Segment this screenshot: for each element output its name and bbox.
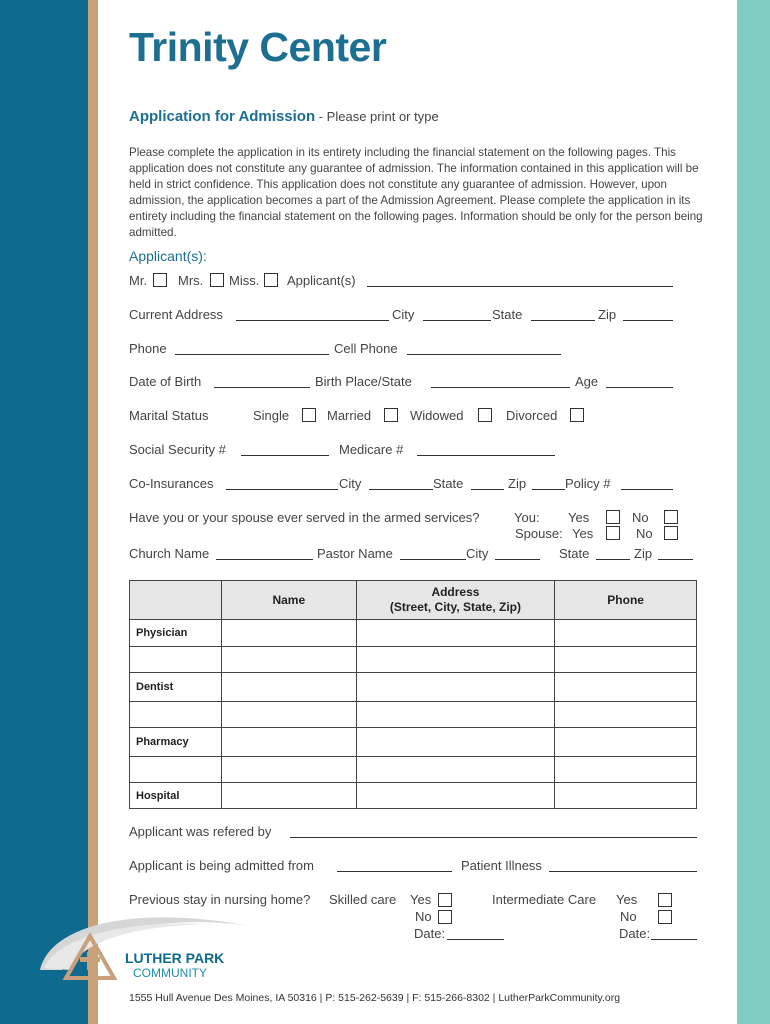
- co-insurance-field[interactable]: [226, 489, 338, 490]
- church-name-field[interactable]: [216, 559, 313, 560]
- table-row: [130, 647, 697, 673]
- cell-phone[interactable]: [555, 757, 697, 783]
- left-blue-band: [0, 0, 88, 1024]
- table-row: [130, 702, 697, 728]
- checkbox-you-no[interactable]: [664, 510, 678, 524]
- row-church: [129, 546, 695, 564]
- row-label-physician: Physician: [130, 620, 222, 647]
- row-label-blank-2: [130, 702, 222, 728]
- row-ssn: [129, 442, 689, 460]
- page-title: Trinity Center: [129, 24, 387, 70]
- cell-dentist-name[interactable]: [221, 673, 356, 702]
- table-header-row: [130, 581, 697, 620]
- row-label-hospital: Hospital: [130, 783, 222, 809]
- label-skilled-care: Skilled care: [329, 892, 397, 907]
- row-label-pharmacy: Pharmacy: [130, 728, 222, 757]
- cell-hospital-address[interactable]: [356, 783, 555, 809]
- label-intermediate-date: Date:: [619, 926, 651, 941]
- row-salutation: [129, 273, 689, 291]
- cell-hospital-name[interactable]: [221, 783, 356, 809]
- church-zip-field[interactable]: [658, 559, 693, 560]
- church-state-field[interactable]: [596, 559, 630, 560]
- row-armed-services: [129, 510, 689, 546]
- cell-name[interactable]: [221, 757, 356, 783]
- footer-contact: 1555 Hull Avenue Des Moines, IA 50316 | P: 515-262-5639 | F: 515-266-8302 | LutherParkCommunity.org: [129, 992, 621, 1004]
- label-church-state: State: [559, 546, 590, 561]
- right-teal-band: [737, 0, 770, 1024]
- checkbox-spouse-no[interactable]: [664, 526, 678, 540]
- cell-phone[interactable]: [555, 647, 697, 673]
- table-row: [130, 620, 697, 647]
- header-address-line1: Address: [431, 585, 480, 599]
- age-field[interactable]: [606, 387, 673, 388]
- subtitle-note: - Please print or type: [315, 109, 439, 124]
- label-cell-phone: Cell Phone: [334, 341, 398, 356]
- cell-physician-address[interactable]: [356, 620, 555, 647]
- label-patient-illness: Patient Illness: [461, 858, 542, 873]
- cell-physician-phone[interactable]: [555, 620, 697, 647]
- admitted-from-field[interactable]: [337, 871, 452, 872]
- label-pastor-name: Pastor Name: [317, 546, 393, 561]
- label-church-city: City: [466, 546, 489, 561]
- row-admitted-from: [129, 858, 699, 876]
- table-row: [130, 783, 697, 809]
- label-you-yes: Yes: [568, 510, 590, 525]
- skilled-date-field[interactable]: [447, 939, 504, 940]
- cell-physician-name[interactable]: [221, 620, 356, 647]
- luther-park-logo: [40, 908, 280, 988]
- row-co-insurance: [129, 476, 689, 494]
- label-referred-by: Applicant was refered by: [129, 824, 272, 839]
- label-city: City: [392, 307, 415, 322]
- label-marital-status: Marital Status: [129, 408, 209, 423]
- checkbox-mr[interactable]: [153, 273, 167, 287]
- label-skilled-yes: Yes: [410, 892, 432, 907]
- label-you-no: No: [632, 510, 649, 525]
- ssn-field[interactable]: [241, 455, 329, 456]
- label-ssn: Social Security #: [129, 442, 226, 457]
- row-marital: [129, 408, 689, 426]
- row-phone: [129, 341, 689, 359]
- table-row: [130, 728, 697, 757]
- table-row: [130, 757, 697, 783]
- checkbox-divorced[interactable]: [570, 408, 584, 422]
- logo-text-line2: COMMUNITY: [133, 966, 207, 980]
- cell-name[interactable]: [221, 702, 356, 728]
- row-label-blank-1: [130, 647, 222, 673]
- label-skilled-date: Date:: [414, 926, 446, 941]
- header-blank: [130, 581, 222, 620]
- medical-contacts-table: [129, 580, 697, 809]
- form-subtitle: [129, 108, 439, 125]
- label-zip: Zip: [598, 307, 617, 322]
- dob-field[interactable]: [214, 387, 310, 388]
- left-tan-stripe: [88, 0, 98, 1024]
- label-ci-city: City: [339, 476, 362, 491]
- label-church-name: Church Name: [129, 546, 210, 561]
- subtitle-main: Application for Admission: [129, 108, 316, 125]
- checkbox-intermediate-yes[interactable]: [658, 893, 672, 907]
- label-dob: Date of Birth: [129, 374, 202, 389]
- cell-name[interactable]: [221, 647, 356, 673]
- label-armed-question: Have you or your spouse ever served in the armed services?: [129, 510, 480, 525]
- row-dob: [129, 374, 689, 392]
- label-intermediate-no: No: [620, 909, 637, 924]
- label-mr: Mr.: [129, 273, 148, 288]
- cell-phone-field[interactable]: [407, 354, 561, 355]
- ci-zip-field[interactable]: [532, 489, 565, 490]
- label-spouse-yes: Yes: [572, 526, 594, 541]
- cell-dentist-phone[interactable]: [555, 673, 697, 702]
- city-field[interactable]: [423, 320, 491, 321]
- checkbox-single[interactable]: [302, 408, 316, 422]
- checkbox-mrs[interactable]: [210, 273, 224, 287]
- checkbox-spouse-yes[interactable]: [606, 526, 620, 540]
- label-church-zip: Zip: [634, 546, 653, 561]
- header-phone: Phone: [555, 581, 697, 620]
- cell-address[interactable]: [356, 702, 555, 728]
- cell-pharmacy-phone[interactable]: [555, 728, 697, 757]
- label-widowed: Widowed: [410, 408, 464, 423]
- label-married: Married: [327, 408, 372, 423]
- checkbox-miss[interactable]: [264, 273, 278, 287]
- table-row: [130, 673, 697, 702]
- cell-address[interactable]: [356, 757, 555, 783]
- label-current-address: Current Address: [129, 307, 223, 322]
- cell-phone[interactable]: [555, 702, 697, 728]
- ci-city-field[interactable]: [369, 489, 433, 490]
- ci-state-field[interactable]: [471, 489, 504, 490]
- label-single: Single: [253, 408, 290, 423]
- header-name: Name: [221, 581, 356, 620]
- label-skilled-no: No: [415, 909, 432, 924]
- patient-illness-field[interactable]: [549, 871, 697, 872]
- row-referred: [129, 824, 699, 842]
- checkbox-you-yes[interactable]: [606, 510, 620, 524]
- cell-address[interactable]: [356, 647, 555, 673]
- label-applicants: Applicant(s): [287, 273, 356, 288]
- header-address: [356, 581, 555, 620]
- label-medicare: Medicare #: [339, 442, 404, 457]
- label-you: You:: [514, 510, 540, 525]
- checkbox-intermediate-no[interactable]: [658, 910, 672, 924]
- label-miss: Miss.: [229, 273, 260, 288]
- label-mrs: Mrs.: [178, 273, 204, 288]
- intro-paragraph: Please complete the application in its entirety including the financial statement on the following pages. This application does not constitute any guarantee of admission. The information contained in this application will be held in strict confidence. This application does not constitute any guarantee of admission. However, upon admission, the application becomes a part of the Admission Agreement. Please complete the application in its entirety including the financial statement on the following pages. Information should be only for the person being admitted.: [129, 146, 703, 239]
- label-age: Age: [575, 374, 599, 389]
- checkbox-married[interactable]: [384, 408, 398, 422]
- applicants-heading: Applicant(s):: [129, 248, 207, 264]
- label-ci-state: State: [433, 476, 464, 491]
- logo-cross-horizontal: [80, 957, 100, 962]
- checkbox-skilled-no[interactable]: [438, 910, 452, 924]
- header-address-line2: (Street, City, State, Zip): [389, 600, 522, 614]
- intermediate-date-field[interactable]: [651, 939, 697, 940]
- referred-by-field[interactable]: [290, 837, 697, 838]
- label-phone: Phone: [129, 341, 167, 356]
- label-policy: Policy #: [565, 476, 611, 491]
- label-state: State: [492, 307, 523, 322]
- label-intermediate-care: Intermediate Care: [492, 892, 597, 907]
- label-birth-place: Birth Place/State: [315, 374, 412, 389]
- zip-field[interactable]: [623, 320, 673, 321]
- church-city-field[interactable]: [495, 559, 540, 560]
- logo-text-line1: LUTHER PARK: [125, 950, 225, 966]
- label-intermediate-yes: Yes: [616, 892, 638, 907]
- label-previous-stay: Previous stay in nursing home?: [129, 892, 311, 907]
- logo-graphic: [40, 908, 280, 988]
- row-address: [129, 307, 689, 325]
- label-divorced: Divorced: [506, 408, 558, 423]
- checkbox-widowed[interactable]: [478, 408, 492, 422]
- address-field[interactable]: [236, 320, 389, 321]
- label-co-insurances: Co-Insurances: [129, 476, 214, 491]
- checkbox-skilled-yes[interactable]: [438, 893, 452, 907]
- row-label-dentist: Dentist: [130, 673, 222, 702]
- birth-place-field[interactable]: [431, 387, 570, 388]
- state-field[interactable]: [531, 320, 595, 321]
- cell-dentist-address[interactable]: [356, 673, 555, 702]
- cell-hospital-phone[interactable]: [555, 783, 697, 809]
- label-spouse-no: No: [636, 526, 653, 541]
- label-spouse: Spouse:: [515, 526, 563, 541]
- policy-field[interactable]: [621, 489, 673, 490]
- pastor-name-field[interactable]: [400, 559, 466, 560]
- cell-pharmacy-name[interactable]: [221, 728, 356, 757]
- label-ci-zip: Zip: [508, 476, 527, 491]
- cell-pharmacy-address[interactable]: [356, 728, 555, 757]
- row-label-blank-3: [130, 757, 222, 783]
- applicants-field[interactable]: [367, 286, 673, 287]
- phone-field[interactable]: [175, 354, 329, 355]
- medicare-field[interactable]: [417, 455, 555, 456]
- label-admitted-from: Applicant is being admitted from: [129, 858, 314, 873]
